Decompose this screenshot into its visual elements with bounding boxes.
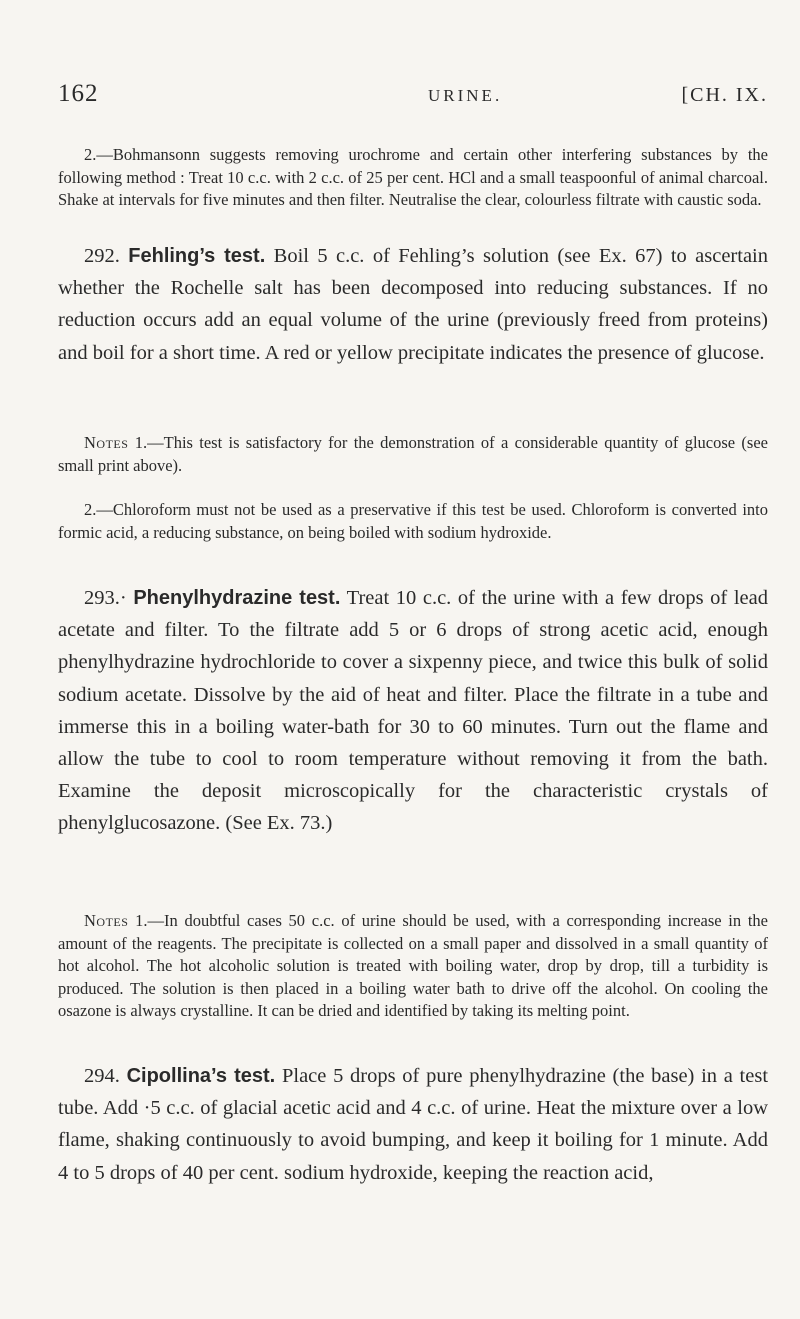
note-text: 1.—In doubtful cases 50 c.c. of urine should be used, with a corresponding increase in the amount of the reagents. The precipitate is collected on a small paper and dissolved in a small quantity of hot alcohol. The hot alcoholic solution is treated with boiling water, drop by drop, till a turbidity is produced. The solution is then placed in a boiling water bath to drive off the alcohol. On cooling the osazone is always crystalline. It can be dried and identified by taking its melting point. [58,911,768,1020]
note-text: 2.—Chloroform must not be used as a preservative if this test be used. Chloroform is converted into formic acid, a reducing substance, on being boiled with sodium hydroxide. [58,500,768,542]
section-294 [58,1060,768,1189]
section-293 [58,582,768,840]
section-294-body: Place 5 drops of pure phenylhydrazine (the base) in a test tube. Add ·5 c.c. of glacial acetic acid and 4 c.c. of urine. Heat the mixture over a low flame, shaking continuously to avoid bumping, and keep it boiling for 1 minute. Add 4 to 5 drops of 40 per cent. sodium hydroxide, keeping the reaction acid, [58,1065,769,1184]
note-text: 1.—This test is satisfactory for the demonstration of a considerable quantity of glucose (see small print above). [58,433,768,475]
running-title: URINE. [428,86,503,105]
section-293-body: Treat 10 c.c. of the urine with a few drops of lead acetate and filter. To the filtrate add 5 or 6 drops of strong acetic acid, enough phenylhydrazine hydrochloride to cover a sixpenny piece, and twice this bulk of solid sodium acetate. Dissolve by the aid of heat and filter. Place the filtrate in a tube and immerse this in a boiling water-bath for 30 to 60 minutes. Turn out the flame and allow the tube to cool to room temperature without removing it from the bath. Examine the deposit microscopically for the characteristic crystals of phenylglucosazone. (See Ex. 73.) [58,587,768,835]
section-293-title: Phenylhydrazine test. [133,587,341,609]
section-293-note [58,910,768,1023]
intro-note [58,144,768,212]
page-header [58,80,768,120]
section-294-title: Cipollina’s test. [126,1065,276,1087]
page-number: 162 [58,80,99,107]
section-293-number: 293.· [84,587,127,609]
section-292-note-2 [58,499,768,544]
section-292-note-1 [58,432,768,477]
section-292 [58,240,768,369]
notes-label: Notes [84,433,129,452]
intro-note-text: 2.—Bohmansonn suggests removing urochrome and certain other interfering substances by the following method : Treat 10 c.c. with 2 c.c. of 25 per cent. HCl and a small teaspoonful of animal charcoal. Shake at intervals for five minutes and then filter. Neutralise the clear, colourless filtrate with caustic soda. [58,145,768,209]
section-292-title: Fehling’s test. [128,245,266,267]
section-292-body: Boil 5 c.c. of Fehling’s solution (see Ex. 67) to ascertain whether the Rochelle salt has been decomposed into reducing substances. If no reduction occurs add an equal volume of the urine (previously freed from proteins) and boil for a short time. A red or yellow precipitate indicates the presence of glucose. [58,245,768,364]
chapter-label: [CH. IX. [681,84,768,106]
notes-label: Notes [84,911,129,930]
section-294-number: 294. [84,1065,120,1087]
section-292-number: 292. [84,245,120,267]
